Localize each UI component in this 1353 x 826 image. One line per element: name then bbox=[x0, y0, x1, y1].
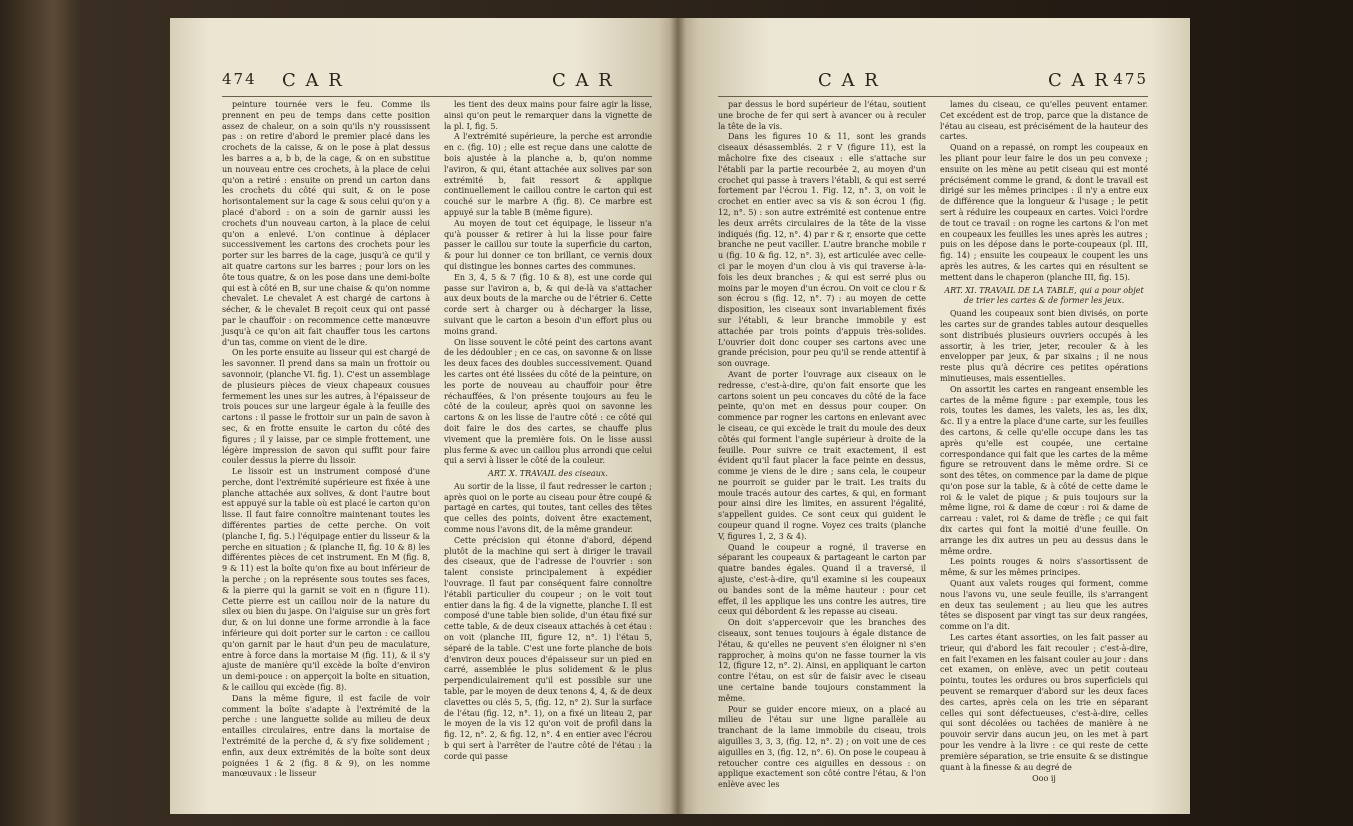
section-heading: ART. X. TRAVAIL des ciseaux. bbox=[488, 469, 608, 479]
left-head-word-2: C A R bbox=[552, 70, 614, 91]
left-page-number: 474 bbox=[222, 70, 257, 88]
paragraph: Quand les coupeaux sont bien divisés, on porte les cartes sur de grandes tables autour desquelles sont distribués plusieurs ouvriers occupés à les assortir, à les trier, jeter, recouler & à les envelopper par jeux, & par sixains ; il ne nous reste plus qu'à décrire ces petites opérations minutieuses, mais essentielles. bbox=[940, 309, 1148, 383]
paragraph: On lisse souvent le côté peint des cartons avant de les dédoubler ; en ce cas, on savonne & on lisse les deux faces des doubles successivement. Quand les cartes ont été lissées du côté de la peinture, on les porte de nouveau au chauffoir pour être réchauffées, & l'on présente toujours au feu le côté de la couleur, après quoi on savonne les cartons & on les lisse de l'autre côté : ce côté qui doit faire le dos des cartes, se chauffe plus vivement que la première fois. On le lisse aussi plus ferme & avec un caillou plus arrondi que celui qui a servi à lisser le côté de la couleur. bbox=[444, 337, 652, 466]
paragraph: Avant de porter l'ouvrage aux ciseaux on le redresse, c'est-à-dire, qu'on fait ensorte que les cartons soient un peu concaves du côté de la face peinte, qu'on met en dessus pour couper. On commence par rogner les cartons en enlevant avec le ciseau, ce qui excède le trait du moule des deux côtés qui forment l'angle supérieur à droite de la feuille. Pour suivre ce trait exactement, il est évident qu'il faut placer la face peinte en dessus, comme je viens de le dire ; sans cela, le coupeur ne pourroit se guider par le trait. Les traits du moule tracés autour des cartes, & qui, en formant pour ainsi dire les limites, en assurent l'égalité, s'appellent guides. Ce sont ceux qui guident le coupeur quand il rogne. Voyez ces traits (planche V, figures 1, 2, 3 & 4). bbox=[718, 369, 926, 541]
paragraph: Quant aux valets rouges qui forment, comme nous l'avons vu, une seule feuille, ils s'arrangent en deux tas seulement ; au lieu que les autres têtes se disposent par vingt tas sur deux rangées, comme on l'a dit. bbox=[940, 579, 1148, 632]
left-page bbox=[170, 18, 678, 814]
paragraph: Au moyen de tout cet équipage, le lisseur n'a qu'à pousser & retirer à lui la lisse pour faire passer le caillou sur toute la superficie du carton, & pour lui donner ce ton brillant, ce vernis doux qui distingue les bonnes cartes des communes. bbox=[444, 218, 652, 271]
signature-mark: Ooo ij bbox=[1032, 774, 1056, 784]
paragraph: En 3, 4, 5 & 7 (fig. 10 & 8), est une corde qui passe sur l'aviron a, b, & qui de-là va s'attacher aux deux bouts de la marche ou de l'étrier 6. Cette corde sert à charger ou à décharger la lisse, suivant que le carton a besoin d'un effort plus ou moins grand. bbox=[444, 272, 652, 336]
right-running-head bbox=[718, 70, 1148, 96]
book-gutter-shadow bbox=[670, 18, 686, 814]
paragraph: On assortit les cartes en rangeant ensemble les cartes de la même figure : par exemple, tous les rois, toutes les dames, les valets, les as, les dix, &c. Il y a entre la place d'une carte, sur les feuilles des cartons, & celle qu'elle occupe dans les tas après qu'elle est coupée, une certaine correspondance qui fait que les cartes de la même figure se retrouvent dans le même ordre. Si ce sont des têtes, on commence par la dame de pique qu'on pose sur la table, & à côté de cette dame le roi & le valet de pique ; & puis toujours sur la même ligne, roi & dame de cœur : roi & dame de carreau : valet, roi & dame de trèfle ; ce qui fait dix cartes qui font la moitié d'une feuille. On arrange les dix autres un peu au dessus dans le même ordre. bbox=[940, 384, 1148, 556]
paragraph: lames du ciseau, ce qu'elles peuvent entamer. Cet excédent est de trop, parce que la distance de l'étau au ciseau, est précisément de la hauteur des cartes. bbox=[940, 100, 1148, 142]
paragraph: peinture tournée vers le feu. Comme ils prennent en peu de temps dans cette position assez de chaleur, on a soin qu'ils n'y roussissent pas : on retire d'abord le premier placé dans les crochets de la caisse, & on le pose à plat dessus les barres a a, b b, de la cage, & on en substitue un nouveau entre ces crochets, à la place de celui qu'on a retiré : ensuite on prend un carton dans les crochets du côté qui suit, & on le pose horisontalement sur la cage & sous celui qu'on y a placé d'abord : on a soin de garnir aussi les crochets d'un nouveau carton, à la place de celui qu'on a enlevé. L'on continue à déplacer successivement les cartons des crochets pour les porter sur les barres de la cage, jusqu'à ce qu'il y ait quatre cartons sur les barres ; pour lors on les ôte tous quatre, & on les pose dans une demi-boîte qui est à côté en B, sur une chaise & qu'on nomme chevalet. Le chevalet A est chargé de cartons à sécher, & le chevalet B reçoit ceux qui ont passé par le chauffoir : on recommence cette manœuvre jusqu'à ce qu'on ait fait chauffer tous les cartons d'un tas, comme on vient de le dire. bbox=[222, 100, 430, 347]
right-head-rule bbox=[718, 96, 1148, 97]
paragraph: Cette précision qui étonne d'abord, dépend plutôt de la machine qui sert à diriger le travail des ciseaux, que de l'adresse de l'ouvrier : son talent consiste principalement à expédier l'ouvrage. Il faut par conséquent faire connoître l'établi particulier du coupeur ; on le voit tout entier dans la fig. 4 de la vignette, planche I. Il est composé d'une table bien solide, d'un étau fixé sur cette table, & de deux ciseaux attachés à cet étau : on voit (planche III, figure 12, n°. 1) l'étau 5, séparé de la table. C'est une forte planche de bois d'environ deux pouces d'épaisseur sur un pied en carré, assemblée le plus solidement & le plus perpendiculairement qu'il est possible sur une table, par le moyen de deux tenons 4, 4, & de deux clavettes ou clés 5, 5, (fig. 12, n° 2). Sur la surface de l'étau (fig. 12, n°. 1), on a fixé un liteau 2, par le moyen de la vis 12 qu'on voit de profil dans la fig. 12, n°. 2, & fig. 12, n°. 4 en entier avec l'écrou b qui sert à l'arrêter de l'autre côté de l'étau : la corde qui passe bbox=[444, 535, 652, 761]
paragraph: Les points rouges & noirs s'assortissent de même, & sur les mêmes principes. bbox=[940, 557, 1148, 578]
paragraph: Pour se guider encore mieux, on a placé au milieu de l'étau sur une ligne parallèle au tranchant de la lame immobile du ciseau, trois aiguilles 3, 3, 3, (fig. 12, n°. 2) ; on voit une de ces aiguilles en 3, (fig. 12, n°. 6). On pose le coupeau à retoucher contre ces aiguilles en dessous : on applique exactement son côté contre l'étau, & l'on enlève avec les bbox=[718, 704, 926, 790]
right-page bbox=[678, 18, 1190, 814]
paragraph: par dessus le bord supérieur de l'étau, soutient une broche de fer qui sert à avancer ou à reculer la tête de la vis. bbox=[718, 100, 926, 131]
left-running-head bbox=[222, 70, 652, 96]
paragraph: A l'extrémité supérieure, la perche est arrondie en c. (fig. 10) ; elle est reçue dans une calotte de bois ajustée à la planche a, b, qu'on nomme l'aviron, & qui, étant attachée aux solives par son extrémité b, fait ressort & applique continuellement le caillou contre le carton qui est couché sur le marbre A (fig. 8). Ce marbre est appuyé sur la table B (même figure). bbox=[444, 132, 652, 217]
right-head-word-2: C A R bbox=[1048, 70, 1110, 91]
left-column-1 bbox=[222, 100, 430, 780]
right-column-1 bbox=[718, 100, 926, 791]
paragraph: Les cartes étant assorties, on les fait passer au trieur, qui d'abord les fait recouler ; c'est-à-dire, en fait l'examen en les faisant couler au jour : dans cet examen, on enlève, avec un petit couteau pointu, toutes les ordures ou bros superficiels qui peuvent se remarquer d'abord sur les deux faces des cartes, après cela on les trie en séparant celles qui sont défectueuses, c'est-à-dire, celles qui sont décolées ou tachées de manière à ne pouvoir servir dans aucun jeu, on les met à part pour les vendre à la livre : ce qui reste de cette première séparation, se trie ensuite & se distingue quant à la finesse & au degré de bbox=[940, 633, 1148, 772]
paragraph: Dans la même figure, il est facile de voir comment la boîte s'adapte à l'extrémité de la perche : une languette solide au milieu de deux entailles circulaires, entre dans la mortaise de l'extrémité de la perche d, & s'y fixe solidement ; enfin, aux deux extrémités de la boîte sont deux poignées 1 & 2 (fig. 8 & 9), on les nomme manœuvaux : le lisseur bbox=[222, 693, 430, 779]
left-head-word-1: C A R bbox=[282, 70, 344, 91]
paragraph: On doit s'appercevoir que les branches des ciseaux, sont tenues toujours à égale distance de l'étau, & qu'elles ne peuvent s'en éloigner ni s'en rapprocher, à moins qu'on ne fasse tourner la vis 12, (figure 12, n°. 2). Ainsi, en appliquant le carton contre l'étau, on est sûr de faisir avec le ciseau une certaine bande toujours constamment la même. bbox=[718, 618, 926, 703]
paragraph: les tient des deux mains pour faire agir la lisse, ainsi qu'on peut le remarquer dans la vignette de la pl. I, fig. 5. bbox=[444, 100, 652, 131]
section-heading: ART. XI. TRAVAIL DE LA TABLE, qui a pour objet de trier les cartes & de former les jeux. bbox=[944, 285, 1144, 306]
paragraph: Dans les figures 10 & 11, sont les grands ciseaux désassemblés. 2 r V (figure 11), est la mâchoire fixe des ciseaux : elle s'attache sur l'établi par la partie recourbée 2, au moyen d'un crochet qui passe à travers l'établi, & qui est serré fortement par l'écrou 1. Fig. 12, n°. 3, on voit le crochet en entier avec sa vis & son écrou 1 (fig. 12, n°. 5) : son autre extrémité est contenue entre les deux arrêts circulaires de la tête de la visse indiqués (fig. 12, n°. 4) par r & r, ensorte que cette branche ne peut vaciller. L'autre branche mobile r u (fig. 10 & fig. 12, n°. 3), est articulée avec celle-ci par le moyen d'un clou à vis qui traverse à-la-fois les deux branches ; & qui est serré plus ou moins par le moyen d'un écrou. On voit ce clou r & son écrou s (fig. 12, n°. 7) : au moyen de cette disposition, les ciseaux sont invariablement fixés sur l'établi, & leur branche immobile y est attachée par trois points d'appuis très-solides. L'ouvrier doit donc couper ses cartons avec une grande précision, pour peu qu'il se rende attentif à son ouvrage. bbox=[718, 132, 926, 369]
right-head-word-1: C A R bbox=[818, 70, 880, 91]
right-page-number: 475 bbox=[1113, 70, 1148, 88]
paragraph: Quand le coupeur a rogné, il traverse en séparant les coupeaux & partageant le carton par quatre bandes égales. Quand il a traversé, il ajuste, c'est-à-dire, qu'il examine si les coupeaux ou bandes sont de la même hauteur : pour cet effet, il les applique les uns contre les autres, tire ceux qui débordent & les repasse au ciseau. bbox=[718, 542, 926, 617]
paragraph: On les porte ensuite au lisseur qui est chargé de les savonner. Il prend dans sa main un frottoir ou savonnoir, (planche VI. fig. 1). C'est un assemblage de plusieurs pièces de vieux chapeaux cousues fermement les unes sur les autres, à l'épaisseur de trois pouces sur une largeur égale à la feuille des cartons : il passe le frottoir sur un pain de savon à sec, & en frotte ensuite le carton du côté des figures ; il y laisse, par ce simple frottement, une légère impression de savon qui suffit pour faire couler dessus la pierre du lissoir. bbox=[222, 348, 430, 466]
paragraph: Le lissoir est un instrument composé d'une perche, dont l'extrémité supérieure est fixée à une planche attachée aux solives, & dont l'autre bout est appuyé sur la table où est placé le carton qu'on lisse. Il faut faire connoître maintenant toutes les différentes parties de cette perche. On voit (planche I, fig. 5.) l'équipage entier du lisseur & la perche en situation ; & (planche II, fig. 10 & 8) les différentes pièces de cet instrument. En M (fig. 8, 9 & 11) est la boîte qu'on fixe au bout inférieur de la perche ; on la représente sous toutes ses faces, & la pierre qui la garnit se voit en n (figure 11). Cette pierre est un caillou noir de la nature du silex ou bien du jaspe. On l'aiguise sur un grès fort dur, & on lui donne une forme arrondie à la face inférieure qui doit porter sur le carton : ce caillou qu'on garnit par le haut d'un peu de maculature, entre à force dans la mortaise M (fig. 11), & il s'y ajuste de manière qu'il excède la boîte d'environ un demi-pouce : on apperçoit la boîte en situation, & le caillou qui excède (fig. 8). bbox=[222, 467, 430, 693]
right-column-2 bbox=[940, 100, 1148, 785]
left-column-2 bbox=[444, 100, 652, 763]
paragraph: Quand on a repassé, on rompt les coupeaux en les pliant pour leur faire le dos un peu convexe ; ensuite on les mène au petit ciseau qui est monté précisément comme le grand, & dont le travail est dirigé sur les mêmes principes : il n'y a entre eux de différence que la longueur & l'usage ; le petit sert à réduire les coupeaux en cartes. Voici l'ordre de tout ce travail : on rogne les cartons & l'on met en coupeaux les feuilles les unes après les autres ; puis on les dépose dans le porte-coupeaux (pl. III, fig. 14) ; ensuite les coupeaux le coupent les uns après les autres, & les cartes qui en résultent se mettent dans le chaperon (planche III, fig. 15). bbox=[940, 143, 1148, 282]
left-head-rule bbox=[222, 96, 652, 97]
paragraph: Au sortir de la lisse, il faut redresser le carton ; après quoi on le porte au ciseau pour être coupé & partagé en cartes, qui toutes, tant celles des têtes que celles des points, doivent être exactement, comme nous l'avons dit, de la même grandeur. bbox=[444, 481, 652, 535]
